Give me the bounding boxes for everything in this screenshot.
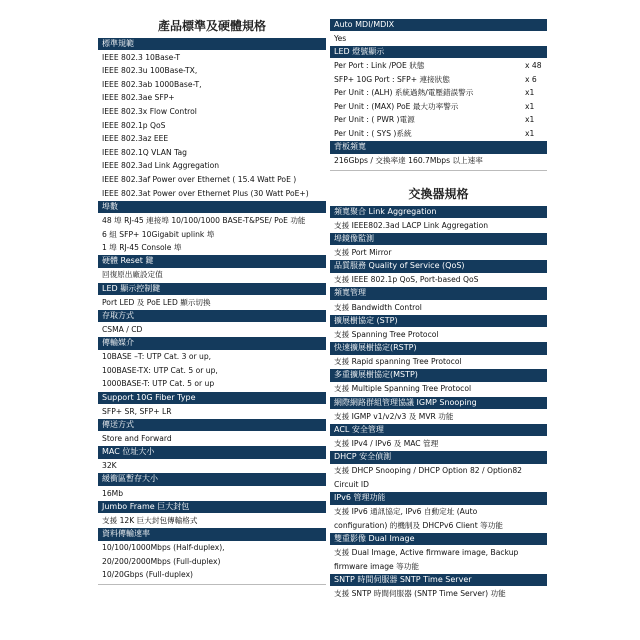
section-header: 埠鏡像監測 [330,233,547,246]
spec-quantity: x1 [525,88,535,98]
spec-row [330,587,547,601]
spec-row [330,478,547,492]
spec-row [98,78,326,92]
spec-text: 支援 IGMP v1/v2/v3 及 MVR 功能 [334,411,454,421]
section-header: Support 10G Fiber Type [98,392,326,405]
spec-text: 支援 Bandwidth Control [334,302,422,312]
spec-text: Port LED 及 PoE LED 顯示切換 [102,297,211,307]
spec-row [98,268,326,282]
divider [98,584,326,585]
spec-text: 支援 Dual Image, Active firmware image, Backup [334,547,519,557]
spec-text: IEEE 802.3az EEE [102,134,169,144]
spec-row [330,437,547,451]
spec-row [98,146,326,160]
spec-row [330,86,547,100]
spec-row [330,464,547,478]
spec-row [330,505,547,519]
spec-row [330,127,547,141]
spec-row [98,296,326,310]
spec-text: 支援 IEEE802.3ad LACP Link Aggregation [334,220,489,230]
section-header: 頻寬聚合 Link Aggregation [330,206,547,219]
spec-row [330,560,547,574]
spec-quantity: x1 [525,115,535,125]
spec-row [98,405,326,419]
spec-quantity: x1 [525,128,535,138]
spec-text: 6 組 SFP+ 10Gigabit uplink 埠 [102,229,215,239]
spec-text: IEEE 802.3x Flow Control [102,107,197,117]
spec-row [98,568,326,582]
spec-row [330,246,547,260]
spec-text: 支援 12K 巨大封包傳輸格式 [102,515,198,525]
section-header: Jumbo Frame 巨大封包 [98,501,326,514]
spec-text: Yes [334,33,347,43]
spec-text: Store and Forward [102,433,172,443]
section-header: IPv6 管理功能 [330,492,547,505]
spec-text: 回復原出廠設定值 [102,270,163,280]
section-header: 雙重影像 Dual Image [330,533,547,546]
section-header: 標準規範 [98,38,326,51]
spec-row [98,487,326,501]
spec-row [98,514,326,528]
spec-row [330,100,547,114]
section-header: 品質服務 Quality of Service (QoS) [330,260,547,273]
spec-text: 支援 Port Mirror [334,247,392,257]
spec-row [98,64,326,78]
spec-row [98,91,326,105]
section-header: 快速擴展樹協定(RSTP) [330,342,547,355]
section-header: Auto MDI/MDIX [330,19,547,32]
spec-row [98,159,326,173]
spec-row [98,364,326,378]
spec-row [330,546,547,560]
spec-text: Circuit ID [334,479,369,489]
section-header: 資料傳輸速率 [98,528,326,541]
spec-row [98,51,326,65]
spec-row [330,382,547,396]
hardware-spec-title: 產品標準及硬體規格 [157,19,266,33]
section-header: 擴展樹協定 (STP) [330,315,547,328]
spec-text: 支援 DHCP Snooping / DHCP Option 82 / Option82 [334,466,522,476]
spec-row [98,350,326,364]
spec-text: Per Port : Link /POE 狀態 [334,60,425,70]
spec-row [330,301,547,315]
spec-text: 支援 IPv6 通訊協定, IPv6 自動定址 (Auto [334,507,478,517]
spec-row [98,377,326,391]
spec-text: IEEE 802.3ad Link Aggregation [102,161,220,171]
spec-text: 支援 Rapid spanning Tree Protocol [334,357,462,367]
spec-row [98,323,326,337]
spec-row [330,154,547,168]
spec-text: 10/20Gbps (Full-duplex) [102,570,194,580]
spec-text: IEEE 802.3ab 1000Base-T, [102,79,202,89]
spec-row [98,214,326,228]
spec-row [330,355,547,369]
spec-text: 216Gbps / 交換率達 160.7Mbps 以上速率 [334,156,483,166]
spec-text: 10/100/1000Mbps (Half-duplex), [102,543,225,553]
spec-row [98,555,326,569]
spec-text: 支援 IPv4 / IPv6 及 MAC 管理 [334,438,439,448]
spec-row [330,73,547,87]
section-header: 存取方式 [98,310,326,323]
switch-spec-column [330,184,547,600]
spec-text: IEEE 802.3af Power over Ethernet ( 15.4 Watt PoE ) [102,175,297,185]
switch-spec-title: 交換器規格 [408,187,469,201]
spec-row [330,328,547,342]
spec-row [330,113,547,127]
section-header: ACL 安全管理 [330,424,547,437]
spec-text: 支援 SNTP 時間伺服器 (SNTP Time Server) 功能 [334,588,506,598]
spec-text: SFP+ SR, SFP+ LR [102,406,172,416]
section-header: 埠數 [98,201,326,214]
section-header: 背板頻寬 [330,141,547,154]
spec-quantity [525,154,547,168]
spec-quantity: x1 [525,101,535,111]
spec-row [98,132,326,146]
spec-row [98,241,326,255]
spec-text: 支援 IEEE 802.1p QoS, Port-based QoS [334,275,479,285]
section-header: 硬體 Reset 鍵 [98,255,326,268]
spec-text: IEEE 802.3ae SFP+ [102,93,175,103]
spec-text: 10BASE –T: UTP Cat. 3 or up, [102,352,212,362]
spec-text: IEEE 802.1p QoS [102,120,166,130]
led-spec-column [330,18,547,171]
spec-text: 1 埠 RJ-45 Console 埠 [102,243,182,253]
spec-quantity: x 48 [525,60,542,70]
spec-text: 1000BASE-T: UTP Cat. 5 or up [102,379,215,389]
spec-text: Per Unit : ( PWR )電源 [334,115,415,125]
section-header: SNTP 時間伺服器 SNTP Time Server [330,574,547,587]
section-header: 緩衝區暫存大小 [98,473,326,486]
spec-text: Per Unit : (MAX) PoE 最大功率警示 [334,101,459,111]
section-header: LED 顯示控制鍵 [98,283,326,296]
section-header: MAC 位址大小 [98,446,326,459]
spec-row [330,59,547,73]
spec-row [98,105,326,119]
spec-text: 100BASE-TX: UTP Cat. 5 or up, [102,365,218,375]
spec-row [98,119,326,133]
spec-row [98,459,326,473]
spec-row [330,519,547,533]
spec-text: configuration) 的機制及 DHCPv6 Client 等功能 [334,520,503,530]
spec-text: 16Mb [102,488,124,498]
spec-row [330,273,547,287]
spec-text: 32K [102,461,117,471]
spec-text: IEEE 802.3 10Base-T [102,52,181,62]
section-header: DHCP 安全偵測 [330,451,547,464]
spec-text: Per Unit : ( SYS )系統 [334,128,412,138]
spec-text: IEEE 802.3at Power over Ethernet Plus (30 Watt PoE+) [102,188,309,198]
section-header: 傳輸媒介 [98,337,326,350]
section-header: 頻寬管理 [330,287,547,300]
spec-quantity: x 6 [525,74,537,84]
spec-text: 48 埠 RJ-45 連接埠 10/100/1000 BASE-T&PSE/ PoE 功能 [102,215,306,225]
spec-text: CSMA / CD [102,324,143,334]
spec-quantity [525,32,547,46]
spec-row [98,187,326,201]
section-header: 網際網路群組管理協議 IGMP Snooping [330,397,547,410]
divider [330,170,547,171]
spec-row [98,228,326,242]
spec-text: firmware image 等功能 [334,561,419,571]
spec-row [98,432,326,446]
section-header: LED 燈號顯示 [330,46,547,59]
spec-row [330,410,547,424]
section-header: 多重擴展樹協定(MSTP) [330,369,547,382]
spec-text: Per Unit : (ALH) 系統過熱/電壓錯誤警示 [334,88,474,98]
spec-row [330,219,547,233]
spec-text: 支援 Spanning Tree Protocol [334,329,439,339]
section-header: 傳送方式 [98,419,326,432]
hardware-spec-column [98,16,326,585]
spec-row [98,173,326,187]
spec-text: 20/200/2000Mbps (Full-duplex) [102,556,221,566]
spec-text: IEEE 802.1Q VLAN Tag [102,147,187,157]
spec-text: 支援 Multiple Spanning Tree Protocol [334,384,472,394]
spec-row [330,32,547,46]
spec-text: SFP+ 10G Port : SFP+ 連接狀態 [334,74,450,84]
spec-row [98,541,326,555]
spec-text: IEEE 802.3u 100Base-TX, [102,66,198,76]
